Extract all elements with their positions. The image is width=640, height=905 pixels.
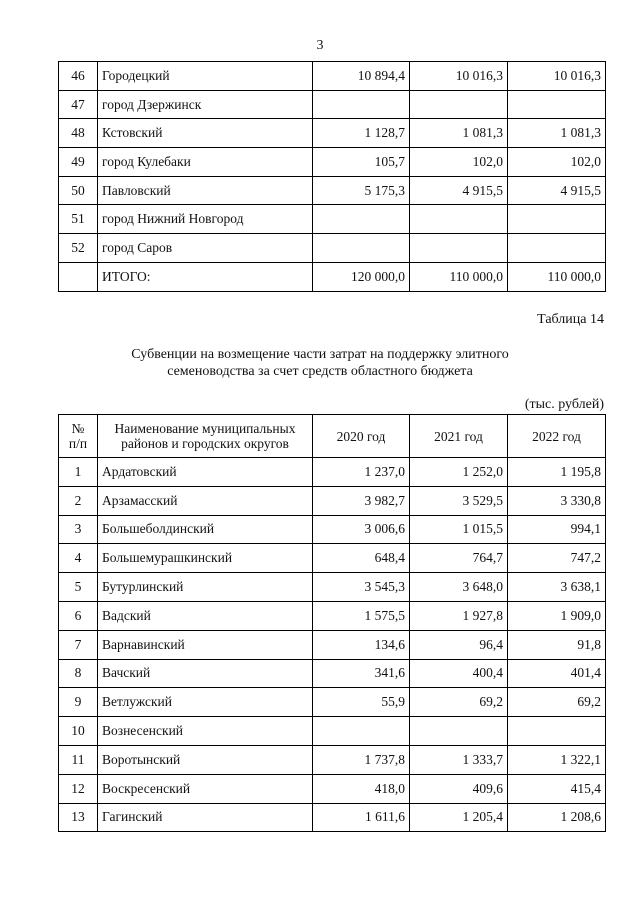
cell-2022: 1 208,6 [508,803,606,832]
table-row [59,262,606,291]
cell-2020: 648,4 [313,544,410,573]
cell-2022 [508,717,606,746]
cell-2021: 1 333,7 [410,745,508,774]
subsidy-table [58,414,606,832]
table-row [59,688,606,717]
cell-2020 [313,234,410,263]
cell-2020: 5 175,3 [313,176,410,205]
cell-number: 13 [59,803,98,832]
cell-number [59,262,98,291]
cell-number: 7 [59,630,98,659]
cell-2021: 3 529,5 [410,486,508,515]
cell-2021: 1 081,3 [410,119,508,148]
cell-2022: 1 081,3 [508,119,606,148]
cell-number: 3 [59,515,98,544]
cell-2021: 96,4 [410,630,508,659]
cell-2021: 1 205,4 [410,803,508,832]
page-number: 3 [316,38,324,53]
cell-name: Павловский [98,176,313,205]
table-title-line-1: Субвенции на возмещение части затрат на поддержку элитного [131,347,509,362]
cell-2021: 764,7 [410,544,508,573]
cell-name: Вадский [98,601,313,630]
cell-number: 5 [59,573,98,602]
cell-2022: 69,2 [508,688,606,717]
table-row [59,745,606,774]
cell-2020: 1 737,8 [313,745,410,774]
cell-name: ИТОГО: [98,262,313,291]
cell-2020: 134,6 [313,630,410,659]
cell-2022: 747,2 [508,544,606,573]
cell-2020: 1 237,0 [313,458,410,487]
cell-2020 [313,90,410,119]
cell-2020: 3 545,3 [313,573,410,602]
cell-name: город Кулебаки [98,148,313,177]
cell-name: Большеболдинский [98,515,313,544]
cell-number: 9 [59,688,98,717]
cell-name: Вачский [98,659,313,688]
subsidy-table-header [59,415,606,458]
cell-name: Городецкий [98,62,313,91]
table-row [59,62,606,91]
units-label: (тыс. рублей) [524,397,604,412]
cell-2022 [508,90,606,119]
cell-name: Бутурлинский [98,573,313,602]
table-row [59,234,606,263]
table-row [59,486,606,515]
header-2022: 2022 год [508,415,606,458]
cell-2020: 3 982,7 [313,486,410,515]
cell-2020: 105,7 [313,148,410,177]
table-row [59,544,606,573]
cell-2020: 341,6 [313,659,410,688]
cell-name: город Дзержинск [98,90,313,119]
table-row [59,176,606,205]
table-row [59,774,606,803]
cell-number: 51 [59,205,98,234]
cell-2020: 3 006,6 [313,515,410,544]
cell-number: 50 [59,176,98,205]
table-row [59,148,606,177]
cell-2022: 3 638,1 [508,573,606,602]
table-row [59,119,606,148]
cell-name: Ветлужский [98,688,313,717]
cell-2022: 91,8 [508,630,606,659]
cell-2022: 401,4 [508,659,606,688]
cell-2020: 1 611,6 [313,803,410,832]
cell-name: Варнавинский [98,630,313,659]
header-number-line-2: п/п [68,436,88,451]
cell-name: город Нижний Новгород [98,205,313,234]
cell-number: 4 [59,544,98,573]
cell-2021 [410,717,508,746]
cell-2022: 415,4 [508,774,606,803]
table-row [59,601,606,630]
cell-2020 [313,717,410,746]
table-row [59,803,606,832]
cell-number: 46 [59,62,98,91]
cell-2020 [313,205,410,234]
cell-2022 [508,205,606,234]
cell-2022: 4 915,5 [508,176,606,205]
cell-2020: 1 128,7 [313,119,410,148]
cell-2021 [410,90,508,119]
table-row [59,717,606,746]
cell-name: Вознесенский [98,717,313,746]
subsidy-table-body [59,458,606,832]
continuation-table-body [59,62,606,292]
continuation-table [58,61,606,292]
cell-number: 1 [59,458,98,487]
cell-number: 8 [59,659,98,688]
cell-number: 12 [59,774,98,803]
cell-2021: 1 927,8 [410,601,508,630]
cell-name: Воротынский [98,745,313,774]
cell-number: 2 [59,486,98,515]
cell-2021: 1 252,0 [410,458,508,487]
cell-2021: 102,0 [410,148,508,177]
cell-2021: 110 000,0 [410,262,508,291]
cell-name: Ардатовский [98,458,313,487]
table-row [59,515,606,544]
cell-2021 [410,205,508,234]
cell-2021: 1 015,5 [410,515,508,544]
cell-number: 48 [59,119,98,148]
cell-2022: 1 909,0 [508,601,606,630]
cell-2020: 55,9 [313,688,410,717]
cell-2021: 400,4 [410,659,508,688]
cell-name: Кстовский [98,119,313,148]
cell-2022: 110 000,0 [508,262,606,291]
cell-number: 11 [59,745,98,774]
cell-2020: 418,0 [313,774,410,803]
cell-number: 49 [59,148,98,177]
table-row [59,630,606,659]
cell-2020: 1 575,5 [313,601,410,630]
cell-2022 [508,234,606,263]
cell-2022: 994,1 [508,515,606,544]
header-number-line-1: № [71,421,85,436]
cell-2021: 409,6 [410,774,508,803]
cell-2020: 120 000,0 [313,262,410,291]
cell-name: Большемурашкинский [98,544,313,573]
cell-2021: 69,2 [410,688,508,717]
cell-2021: 4 915,5 [410,176,508,205]
cell-name: Гагинский [98,803,313,832]
cell-2021: 3 648,0 [410,573,508,602]
cell-2022: 102,0 [508,148,606,177]
cell-name: город Саров [98,234,313,263]
cell-2022: 10 016,3 [508,62,606,91]
cell-number: 6 [59,601,98,630]
cell-number: 10 [59,717,98,746]
table-title-line-2: семеноводства за счет средств областного бюджета [167,364,473,379]
table-row [59,205,606,234]
cell-name: Воскресенский [98,774,313,803]
table-row [59,90,606,119]
cell-2021: 10 016,3 [410,62,508,91]
table-label: Таблица 14 [537,312,604,327]
table-row [59,659,606,688]
header-name: Наименование муниципальных районов и городских округов [98,415,313,458]
cell-2022: 1 195,8 [508,458,606,487]
cell-2022: 1 322,1 [508,745,606,774]
header-2020: 2020 год [313,415,410,458]
cell-2020: 10 894,4 [313,62,410,91]
header-number [59,415,98,458]
cell-number: 47 [59,90,98,119]
cell-name: Арзамасский [98,486,313,515]
table-title [0,346,640,380]
cell-number: 52 [59,234,98,263]
header-2021: 2021 год [410,415,508,458]
cell-2021 [410,234,508,263]
table-row [59,573,606,602]
table-row [59,458,606,487]
cell-2022: 3 330,8 [508,486,606,515]
